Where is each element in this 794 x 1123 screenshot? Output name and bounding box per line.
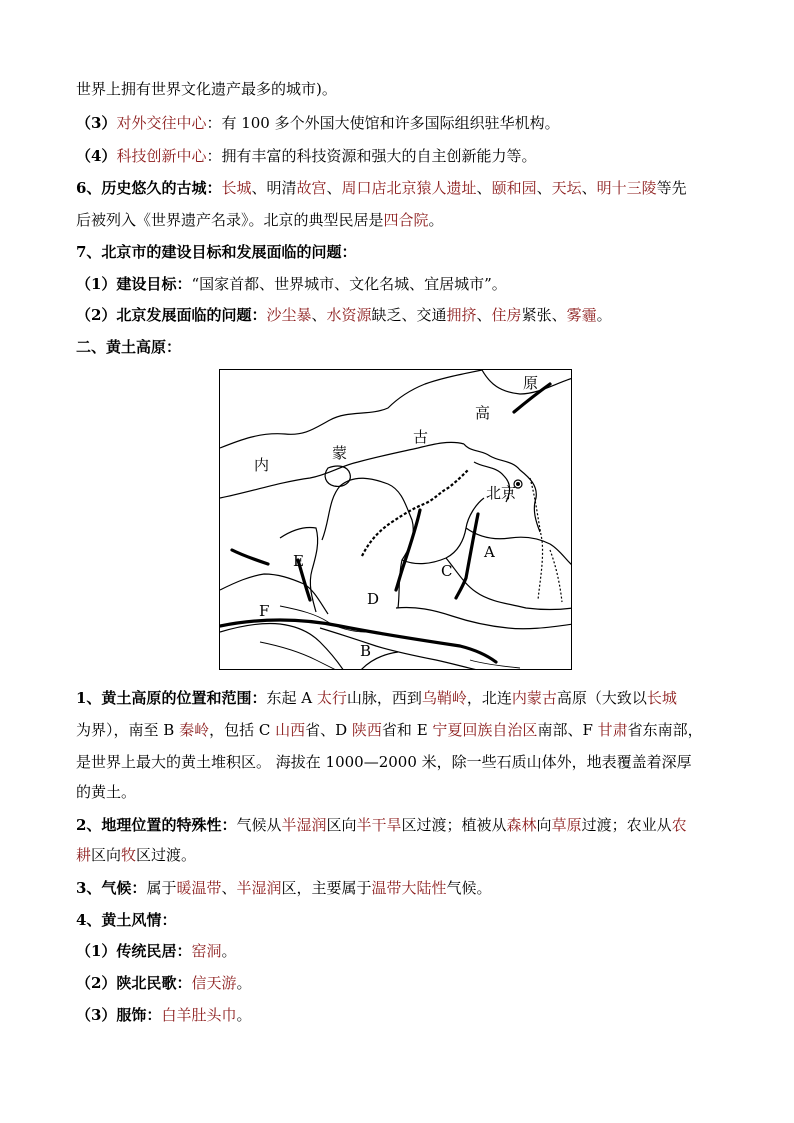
mountain-range-line xyxy=(232,550,268,564)
text-line: （1）传统民居：窑洞。 xyxy=(76,942,237,960)
text-line: 3、气候：属于暖温带、半湿润区，主要属于温带大陆性气候。 xyxy=(76,879,492,897)
section-heading: 二、黄土高原： xyxy=(76,338,182,356)
map-marker-f: F xyxy=(259,602,270,620)
text-line: 1、黄土高原的位置和范围：东起 A 太行山脉，西到乌鞘岭，北连内蒙古高原（大致以长城 xyxy=(76,689,677,707)
text-line: 耕区向牧区过渡。 xyxy=(76,846,197,864)
map-label-beijing: 北京 xyxy=(486,484,517,502)
map-label-gu: 古 xyxy=(413,428,429,446)
text-line: 为界），南至 B 秦岭，包括 C 山西省、D 陕西省和 E 宁夏回族自治区南部、F 甘肃省东南部， xyxy=(76,721,703,739)
map-label-gao: 高 xyxy=(475,404,491,422)
text-line: （2）北京发展面临的问题：沙尘暴、水资源缺乏、交通拥挤、住房紧张、雾霾。 xyxy=(76,306,612,324)
text-line: 是世界上最大的黄土堆积区。 海拔在 1000—2000 米，除一些石质山体外，地表覆盖着深厚 xyxy=(76,753,692,771)
map-marker-d: D xyxy=(367,590,380,608)
loess-plateau-map xyxy=(219,369,572,670)
map-label-yuan: 原 xyxy=(523,374,539,392)
text-line: （2）陕北民歌：信天游。 xyxy=(76,974,252,992)
map-marker-c: C xyxy=(441,562,453,580)
text-line: （1）建设目标：“国家首都、世界城市、文化名城、宜居城市”。 xyxy=(76,275,507,293)
text-line: 2、地理位置的特殊性：气候从半湿润区向半干旱区过渡；植被从森林向草原过渡；农业从农 xyxy=(76,816,687,834)
text-line: 的黄土。 xyxy=(76,783,137,801)
section-heading: 4、黄土风情： xyxy=(76,911,177,929)
map-label-nei: 内 xyxy=(254,456,270,474)
text-line: 6、历史悠久的古城：长城、明清故宫、周口店北京猿人遗址、颐和园、天坛、明十三陵等先 xyxy=(76,179,687,197)
map-drawing xyxy=(220,370,572,670)
mountain-range-line xyxy=(396,510,420,590)
text-line: （3）对外交往中心：有 100 多个外国大使馆和许多国际组织驻华机构。 xyxy=(76,114,560,132)
text-line: （4）科技创新中心：拥有丰富的科技资源和强大的自主创新能力等。 xyxy=(76,147,537,165)
text-line: （3）服饰：白羊肚头巾。 xyxy=(76,1006,252,1024)
map-marker-b: B xyxy=(360,642,372,660)
section-heading: 7、北京市的建设目标和发展面临的问题： xyxy=(76,243,357,261)
map-marker-e: E xyxy=(293,552,304,570)
text-line: 世界上拥有世界文化遗产最多的城市)。 xyxy=(76,80,337,98)
text-line: 后被列入《世界遗产名录》。北京的典型民居是四合院。 xyxy=(76,211,444,229)
map-label-meng: 蒙 xyxy=(332,444,348,462)
map-marker-a: A xyxy=(484,543,495,561)
qinling-line xyxy=(220,620,496,662)
mountain-range-line xyxy=(456,514,478,598)
